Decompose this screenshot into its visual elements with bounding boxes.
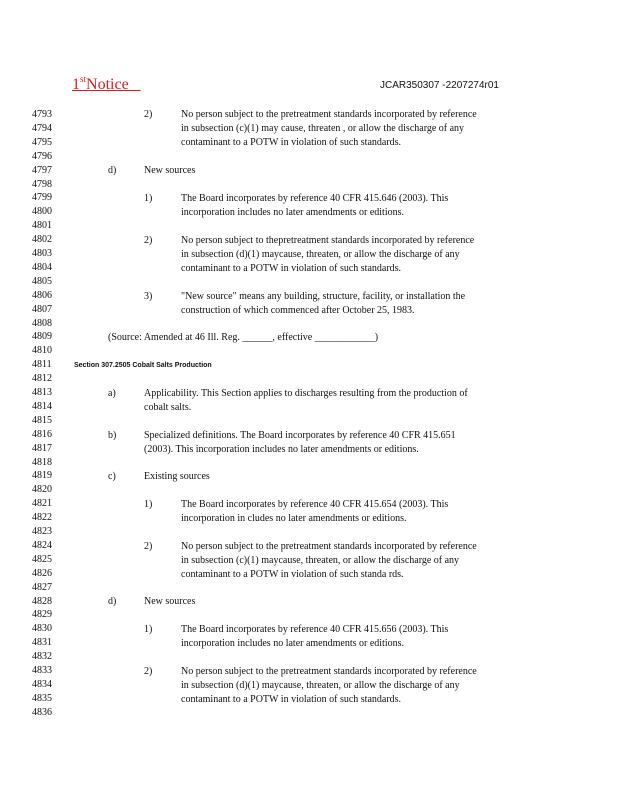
line-number: 4824 xyxy=(32,539,52,551)
line-number: 4812 xyxy=(32,373,52,385)
line-number: 4820 xyxy=(32,484,52,496)
line-number: 4801 xyxy=(32,220,52,232)
text-line: in subsection (c)(1) maycause, threaten, or allow the discharge of any xyxy=(181,555,460,566)
line-number: 4822 xyxy=(32,512,52,524)
line-number: 4794 xyxy=(32,122,52,134)
text-line: cobalt salts. xyxy=(144,402,192,413)
line-number: 4823 xyxy=(32,526,52,537)
item-label: 3) xyxy=(144,291,153,302)
line-number: 4815 xyxy=(32,414,52,426)
line-number: 4809 xyxy=(32,331,52,343)
item-label: 2) xyxy=(144,666,153,677)
subsection-label: a) xyxy=(108,388,116,399)
text-line: in subsection (c)(1) may cause, threaten , or allow the discharge of any xyxy=(181,123,465,134)
text-line: incorporation in cludes no later amendments or editions. xyxy=(181,513,407,524)
line-number: 4804 xyxy=(32,261,52,273)
item-label: 2) xyxy=(144,541,153,552)
line-number: 4814 xyxy=(32,400,52,412)
subsection-heading: New sources xyxy=(144,596,196,607)
line-number: 4803 xyxy=(32,248,52,259)
notice-superscript: st xyxy=(80,74,87,84)
line-number: 4835 xyxy=(32,692,52,704)
text-line: in subsection (d)(1) maycause, threaten, or allow the discharge of any xyxy=(181,249,460,260)
text-line: No person subject to the pretreatment standards incorporated by reference xyxy=(181,666,477,677)
text-line: The Board incorporates by reference 40 CFR 415.656 (2003). This xyxy=(181,624,449,635)
text-line: The Board incorporates by reference 40 CFR 415.654 (2003). This xyxy=(181,499,449,510)
notice-number: 1 xyxy=(72,76,80,93)
line-number: 4798 xyxy=(32,178,52,190)
line-number: 4796 xyxy=(32,150,52,162)
subsection-heading: Existing sources xyxy=(144,471,210,482)
text-line: Applicability. This Section applies to discharges resulting from the production of xyxy=(144,388,468,399)
line-number: 4799 xyxy=(32,192,52,204)
source-note: (Source: Amended at 46 Ill. Reg. ______, effective ____________) xyxy=(108,332,379,343)
text-line: contaminant to a POTW in violation of such standards. xyxy=(181,263,402,274)
text-line: No person subject to the pretreatment standards incorporated by reference xyxy=(181,109,477,120)
line-number: 4830 xyxy=(32,623,52,635)
item-label: 2) xyxy=(144,109,153,120)
line-number: 4828 xyxy=(32,595,52,607)
text-line: incorporation includes no later amendments or editions. xyxy=(181,207,404,218)
text-line: in subsection (d)(1) maycause, threaten, or allow the discharge of any xyxy=(181,680,460,691)
line-number: 4806 xyxy=(32,289,52,301)
item-label: 1) xyxy=(144,193,153,204)
text-line: contaminant to a POTW in violation of such standa rds. xyxy=(181,569,404,580)
line-number: 4802 xyxy=(32,234,52,246)
notice-word: Notice xyxy=(86,76,129,93)
subsection-label: c) xyxy=(108,471,116,482)
notice-heading xyxy=(72,74,141,94)
line-number: 4811 xyxy=(32,359,52,371)
line-number: 4795 xyxy=(32,136,52,148)
line-number: 4829 xyxy=(32,609,52,621)
line-number: 4805 xyxy=(32,275,52,287)
line-number: 4836 xyxy=(32,706,52,718)
subsection-heading: New sources xyxy=(144,165,196,176)
line-number: 4807 xyxy=(32,303,52,315)
line-number: 4818 xyxy=(32,456,52,468)
line-number: 4793 xyxy=(32,109,52,120)
text-line: No person subject to the pretreatment standards incorporated by reference xyxy=(181,541,477,552)
text-line: The Board incorporates by reference 40 CFR 415.646 (2003). This xyxy=(181,193,449,204)
line-number: 4832 xyxy=(32,651,52,663)
subsection-label: d) xyxy=(108,596,117,607)
subsection-label: d) xyxy=(108,165,117,176)
line-number: 4816 xyxy=(32,428,52,440)
section-heading: Section 307.2505 Cobalt Salts Production xyxy=(74,362,212,369)
text-line: construction of which commenced after October 25, 1983. xyxy=(181,305,415,316)
line-number: 4810 xyxy=(32,345,52,357)
text-line: Specialized definitions. The Board incorporates by reference 40 CFR 415.651 xyxy=(144,430,456,441)
line-number: 4827 xyxy=(32,581,52,593)
text-line: incorporation includes no later amendments or editions. xyxy=(181,638,404,649)
item-label: 1) xyxy=(144,499,153,510)
line-number: 4800 xyxy=(32,206,52,218)
text-line: No person subject to thepretreatment standards incorporated by reference xyxy=(181,235,475,246)
subsection-label: b) xyxy=(108,430,117,441)
line-number: 4825 xyxy=(32,553,52,565)
line-number: 4826 xyxy=(32,567,52,579)
line-number: 4813 xyxy=(32,387,52,398)
text-line: contaminant to a POTW in violation of such standards. xyxy=(181,694,402,705)
line-number: 4808 xyxy=(32,317,52,329)
line-number: 4817 xyxy=(32,442,52,454)
line-number: 4821 xyxy=(32,498,52,510)
line-number: 4834 xyxy=(32,678,52,690)
document-code: JCAR350307 -2207274r01 xyxy=(380,80,499,91)
line-number: 4833 xyxy=(32,665,52,676)
line-number: 4819 xyxy=(32,470,52,482)
line-number: 4797 xyxy=(32,164,52,176)
text-line: contaminant to a POTW in violation of such standards. xyxy=(181,137,402,148)
item-label: 1) xyxy=(144,624,153,635)
text-line: "New source" means any building, structure, facility, or installation the xyxy=(181,291,466,302)
item-label: 2) xyxy=(144,235,153,246)
text-line: (2003). This incorporation includes no later amendments or editions. xyxy=(144,444,419,455)
line-number: 4831 xyxy=(32,637,52,649)
